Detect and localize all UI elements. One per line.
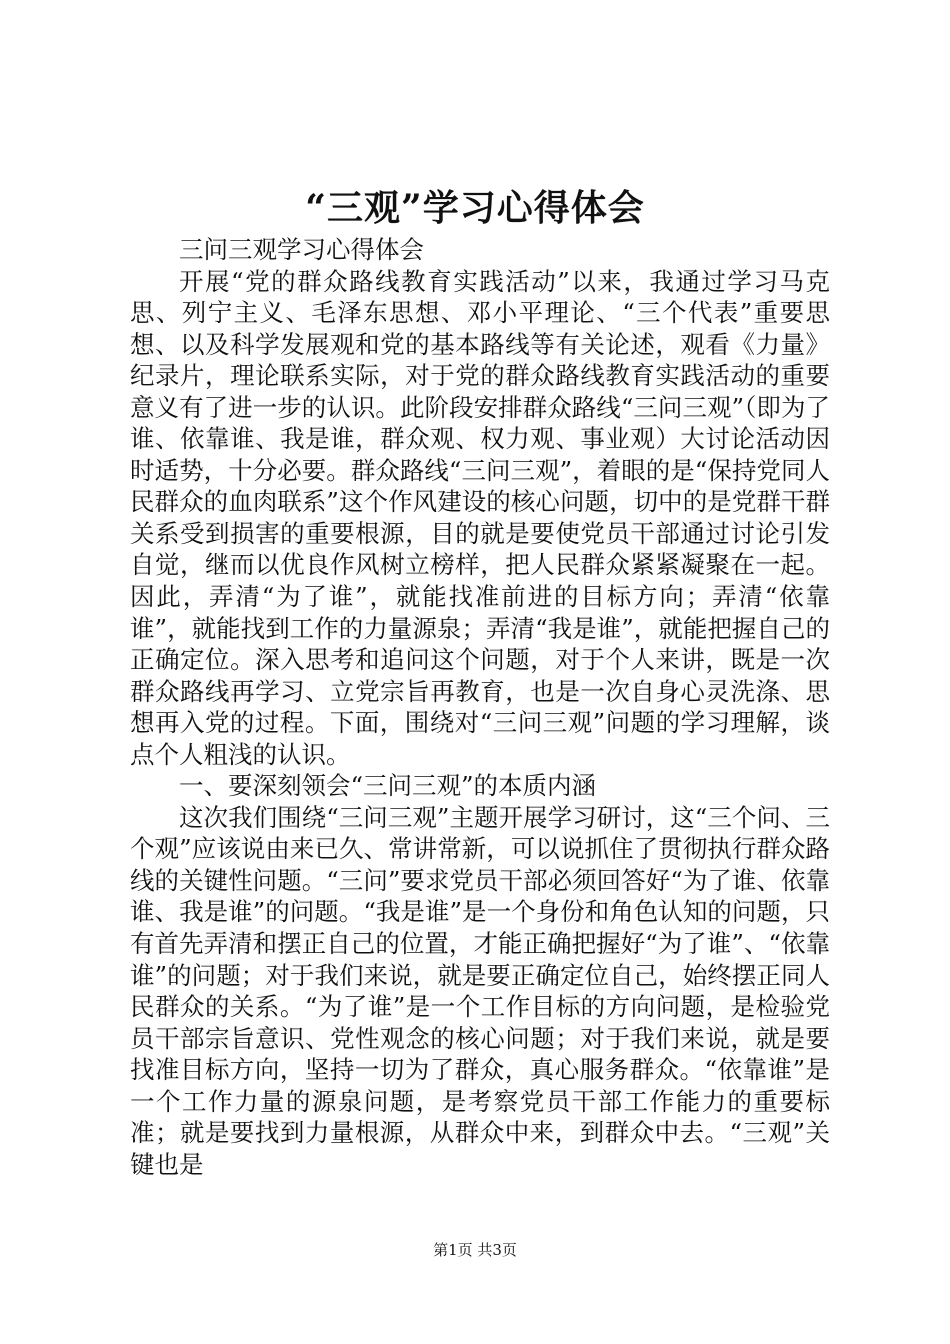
paragraph-section-1: 这次我们围绕“三问三观”主题开展学习研讨，这“三个问、三个观”应该说由来已久、常讲常新，可以说抓住了贯彻执行群众路线的关键性问题。“三问”要求党员干部必须回答好“为了谁、依靠谁、我是谁”的问题。“我是谁”是一个身份和角色认知的问题，只有首先弄清和摆正自己的位置，才能正确把握好“为了谁”、“依靠谁”的问题；对于我们来说，就是要正确定位自己，始终摆正同人民群众的关系。“为了谁”是一个工作目标的方向问题，是检验党员干部宗旨意识、党性观念的核心问题；对于我们来说，就是要找准目标方向，坚持一切为了群众，真心服务群众。“依靠谁”是一个工作力量的源泉问题，是考察党员干部工作能力的重要标准；就是要找到力量根源，从群众中来，到群众中去。“三观”关键也是 xyxy=(130,802,830,1179)
paragraph-intro: 开展“党的群众路线教育实践活动”以来，我通过学习马克思、列宁主义、毛泽东思想、邓小平理论、“三个代表”重要思想、以及科学发展观和党的基本路线等有关论述，观看《力量》纪录片，理论联系实际，对于党的群众路线教育实践活动的重要意义有了进一步的认识。此阶段安排群众路线“三问三观”（即为了谁、依靠谁、我是谁，群众观、权力观、事业观）大讨论活动因时适势，十分必要。群众路线“三问三观”，着眼的是“保持党同人民群众的血肉联系”这个作风建设的核心问题，切中的是党群干群关系受到损害的重要根源，目的就是要使党员干部通过讨论引发自觉，继而以优良作风树立榜样，把人民群众紧紧凝聚在一起。因此，弄清“为了谁”，就能找准前进的目标方向；弄清“依靠谁”，就能找到工作的力量源泉；弄清“我是谁”，就能把握自己的正确定位。深入思考和追问这个问题，对于个人来讲，既是一次群众路线再学习、立党宗旨再教育，也是一次自身心灵洗涤、思想再入党的过程。下面，围绕对“三问三观”问题的学习理解，谈点个人粗浅的认识。 xyxy=(130,266,830,769)
document-body xyxy=(130,234,830,1180)
document-title: “三观”学习心得体会 xyxy=(305,187,645,229)
paragraph-subtitle: 三问三观学习心得体会 xyxy=(179,235,424,264)
section-heading-1: 一、要深刻领会“三问三观”的本质内涵 xyxy=(179,771,597,801)
page-number-footer: 第1页 共3页 xyxy=(433,1241,517,1259)
